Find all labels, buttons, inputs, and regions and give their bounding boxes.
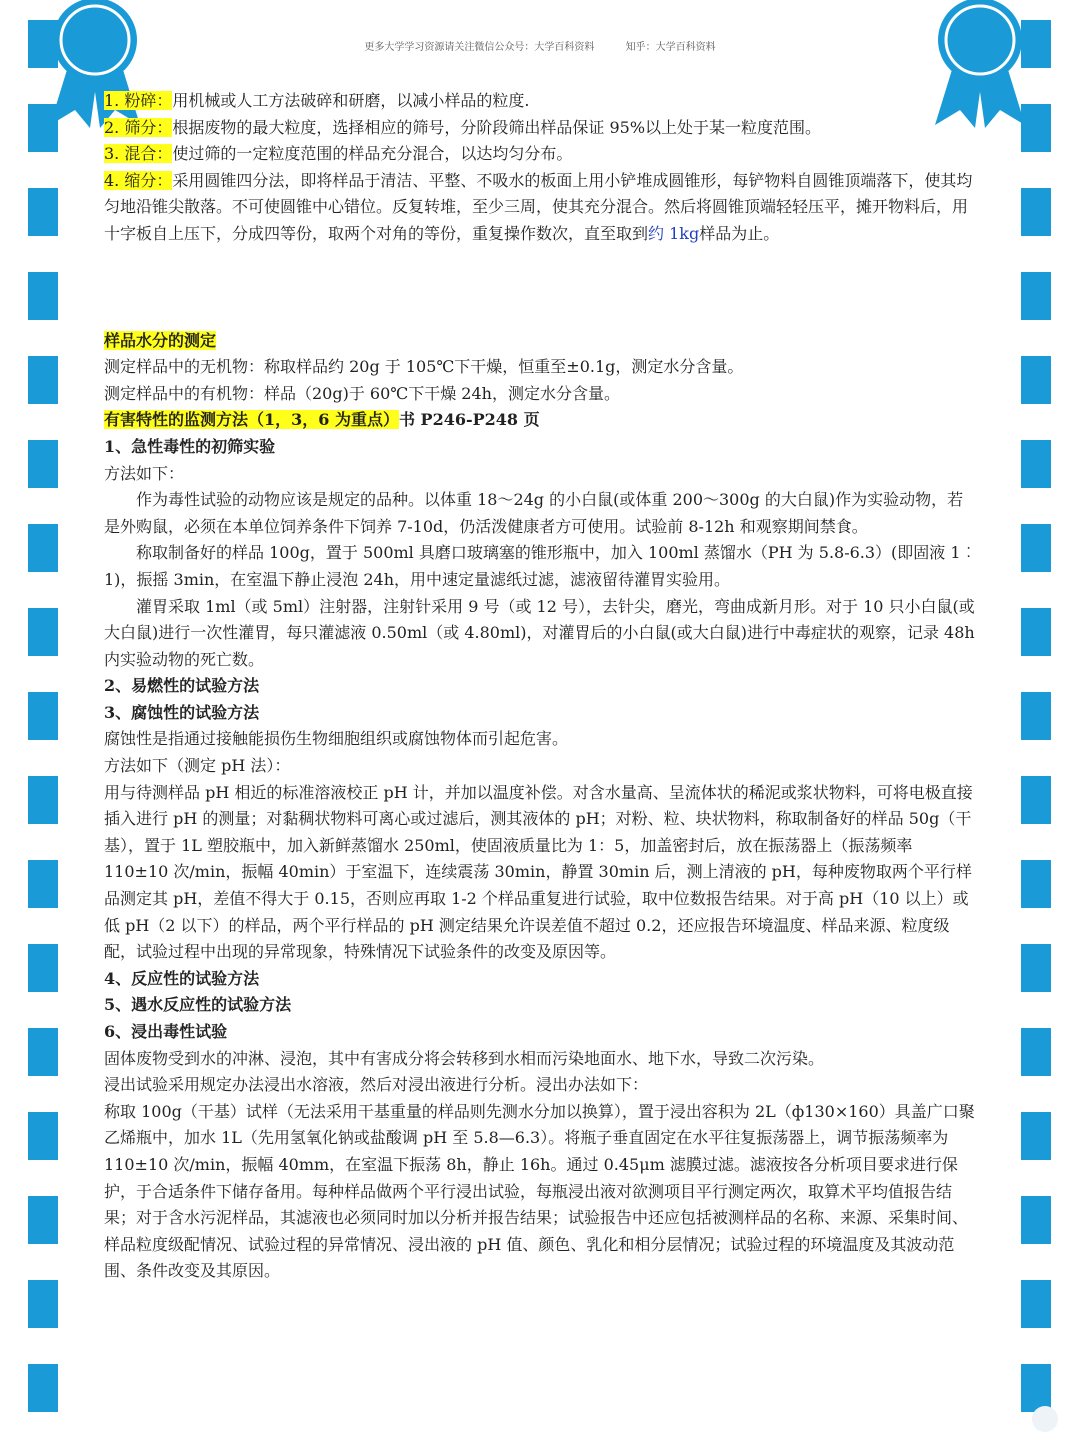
border-dash <box>28 524 58 572</box>
section-heading: 5、遇水反应性的试验方法 <box>104 995 292 1015</box>
border-dash <box>1021 1364 1051 1412</box>
border-dash <box>1021 272 1051 320</box>
border-dash <box>1021 692 1051 740</box>
border-dash <box>1021 440 1051 488</box>
section-heading: 2、易燃性的试验方法 <box>104 676 260 696</box>
moisture-line: 测定样品中的无机物：称取样品约 20g 于 105℃下干燥，恒重至±0.1g，测定水分含量。 <box>104 357 744 377</box>
paragraph: 腐蚀性是指通过接触能损伤生物细胞组织或腐蚀物体而引起危害。 <box>104 729 569 749</box>
border-dash <box>28 188 58 236</box>
border-dash <box>1021 608 1051 656</box>
border-dash <box>28 860 58 908</box>
step-crush: 1. 粉碎：用机械或人工方法破碎和研磨，以减小样品的粒度. <box>104 91 530 110</box>
moisture-title: 样品水分的测定 <box>104 330 217 350</box>
paragraph: 浸出试验采用规定办法浸出水溶液，然后对浸出液进行分析。浸出办法如下： <box>104 1075 649 1095</box>
border-dash <box>28 356 58 404</box>
header-zhihu-text: 知乎：大学百科资料 <box>625 42 716 53</box>
paragraph: 方法如下： <box>104 463 185 483</box>
border-dash <box>1021 188 1051 236</box>
section-heading: 1、急性毒性的初筛实验 <box>104 436 276 456</box>
border-dash <box>1021 1280 1051 1328</box>
paragraph: 固体废物受到水的冲淋、浸泡，其中有害成分将会转移到水相而污染地面水、地下水，导致二次污染。 <box>104 1048 825 1068</box>
border-dash <box>28 1280 58 1328</box>
border-dash <box>28 608 58 656</box>
border-dash <box>1021 524 1051 572</box>
paragraph: 用与待测样品 pH 相近的标准溶液校正 pH 计，并加以温度补偿。对含水量高、呈流体状的稀泥或浆状物料，可将电极直接插入进行 pH 的测量；对黏稠状物料可离心或过滤后，测其液体的 pH；对粉、粒、块状物料，称取制备好的样品 50g（干基），置于 1L 塑胶瓶中，加入新鲜蒸馏水 250ml，使固液质量比为 1：5，加盖密封后，放在振荡器上（振荡频率 110±10 次/min，振幅 40min）于室温下，连续震荡 30min，静置 30min 后，测上清液的 pH，每种废物取两个平行样品测定其 pH，差值不得大于 0.15，否则应再取 1-2 个样品重复进行试验，取中位数报告结果。对于高 pH（10 以上）或低 pH（2 以下）的样品，两个平行样品的 pH 测定结果允许误差值不超过 0.2，还应报告环境温度、样品来源、粒度级配，试验过程中出现的异常现象，特殊情况下试验条件的改变及原因等。 <box>104 782 973 962</box>
border-dash <box>28 776 58 824</box>
right-dashed-border <box>1021 0 1051 1440</box>
border-dash <box>1021 356 1051 404</box>
section-heading: 4、反应性的试验方法 <box>104 968 260 988</box>
document-body <box>104 88 977 1285</box>
paragraph: 灌胃采取 1ml（或 5ml）注射器，注射针采用 9 号（或 12 号），去针尖，磨光，弯曲成新月形。对于 10 只小白鼠(或大白鼠)进行一次性灌胃，每只灌滤液 0.50ml（或 4.80ml)，对灌胃后的小白鼠(或大白鼠)进行中毒症状的观察，记录 48h 内实验动物的死亡数。 <box>104 596 975 669</box>
border-dash <box>28 1364 58 1412</box>
border-dash <box>1021 1112 1051 1160</box>
border-dash <box>28 1196 58 1244</box>
paragraph: 称取 100g（干基）试样（无法采用干基重量的样品则先测水分加以换算），置于浸出容积为 2L（ф130×160）具盖广口聚乙烯瓶中，加水 1L（先用氢氧化钠或盐酸调 pH 至 5.8—6.3）。将瓶子垂直固定在水平往复振荡器上，调节振荡频率为 110±10 次/min，振幅 40mm，在室温下振荡 8h，静止 16h。通过 0.45μm 滤膜过滤。滤液按各分析项目要求进行保护，于合适条件下储存备用。每种样品做两个平行浸出试验，每瓶浸出液对欲测项目平行测定两次，取算术平均值报告结果；对于含水污泥样品，其滤液也必须同时加以分析并报告结果；试验报告中还应包括被测样品的名称、来源、采集时间、样品粒度级配情况、试验过程的异常情况、浸出液的 pH 值、颜色、乳化和相分层情况；试验过程的环境温度及其波动范围、条件改变及其原因。 <box>104 1101 975 1281</box>
paragraph: 作为毒性试验的动物应该是规定的品种。以体重 18～24g 的小白鼠(或体重 200～300g 的大白鼠)作为实验动物，若是外购鼠，必须在本单位饲养条件下饲养 7-10d，仍活泼健康者方可使用。试验前 8-12h 和观察期间禁食。 <box>104 490 964 536</box>
border-dash <box>1021 1196 1051 1244</box>
border-dash <box>28 272 58 320</box>
border-dash <box>28 692 58 740</box>
paragraph: 称取制备好的样品 100g，置于 500ml 具磨口玻璃塞的锥形瓶中，加入 100ml 蒸馏水（PH 为 5.8-6.3）(即固液 1︰1)，振摇 3min，在室温下静止浸泡 24h，用中速定量滤纸过滤，滤液留待灌胃实验用。 <box>104 543 977 589</box>
step-divide: 4. 缩分：采用圆锥四分法，即将样品于清洁、平整、不吸水的板面上用小铲堆成圆锥形，每铲物料自圆锥顶端落下，使其均匀地沿锥尖散落。不可使圆锥中心错位。反复转堆，至少三周，使其充分混合。然后将圆锥顶端轻轻压平，摊开物料后，用十字板自上压下，分成四等份，取两个对角的等份，重复操作数次，直至取到约 1kg样品为止。 <box>104 170 973 243</box>
section-heading: 6、浸出毒性试验 <box>104 1022 228 1041</box>
border-dash <box>1021 776 1051 824</box>
page-header <box>0 38 1080 53</box>
border-dash <box>1021 1028 1051 1076</box>
border-dash <box>28 1112 58 1160</box>
step-mix: 3. 混合：使过筛的一定粒度范围的样品充分混合，以达均匀分布。 <box>104 144 573 164</box>
border-dash <box>28 1028 58 1076</box>
left-dashed-border <box>28 0 58 1440</box>
paragraph: 方法如下（测定 pH 法）： <box>104 756 291 776</box>
header-wechat-text: 更多大学学习资源请关注微信公众号：大学百科资料 <box>364 42 595 53</box>
step-sieve: 2. 筛分：根据废物的最大粒度，选择相应的筛号，分阶段筛出样品保证 95%以上处于某一粒度范围。 <box>104 117 822 137</box>
section-heading: 3、腐蚀性的试验方法 <box>104 702 260 722</box>
border-dash <box>28 944 58 992</box>
corner-watermark-icon <box>1032 1406 1058 1432</box>
border-dash <box>1021 944 1051 992</box>
border-dash <box>1021 860 1051 908</box>
moisture-line: 测定样品中的有机物：样品（20g)于 60℃下干燥 24h，测定水分含量。 <box>104 383 620 403</box>
border-dash <box>28 440 58 488</box>
hazard-title: 有害特性的监测方法（1，3，6 为重点）书 P246-P248 页 <box>104 410 540 430</box>
